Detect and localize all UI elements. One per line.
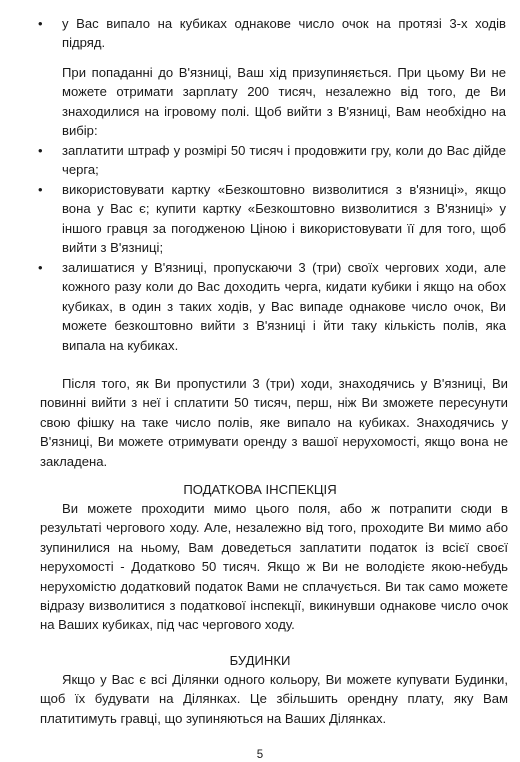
after-jail-paragraph: Після того, як Ви пропустили 3 (три) ходи, знаходячись у В'язниці, Ви повинні вийти з неї і сплатити 50 тисяч, перш, ніж Ви зможете пересунути свою фішку на таке число полів, яке випало на кубиках. Знаходячись у В'язниці, Ви можете отримувати оренду з вашої нерухомості, якщо вона не закладена. <box>40 376 508 469</box>
bullet-marker: • <box>38 182 43 197</box>
section-heading-tax: ПОДАТКОВА ІНСПЕКЦІЯ <box>183 482 337 497</box>
houses-section-paragraph: Якщо у Вас є всі Ділянки одного кольору, Ви можете купувати Будинки, щоб їх будувати на Ділянках. Це збільшить орендну плату, яку Вам платитимуть гравці, що зупиняються на Ваших Ділянках. <box>40 672 508 726</box>
jail-rules-paragraph: При попаданні до В'язниці, Ваш хід призупиняється. При цьому Ви не можете отримати зарплату 200 тисяч, незалежно від того, де Ви знаходилися на ігровому полі. Щоб вийти з В'язниці, Вам необхідно на вибір: <box>62 65 506 139</box>
list-item-stay-in-jail: залишатися у В'язниці, пропускаючи 3 (три) своїх чергових ходи, але кожного разу коли до Вас доходить черга, кидати кубики і якщо на обох кубиках, в один з таких ходів, у Вас випаде однакове число очок, Ви можете безкоштовно вийти з В'язниці і йти таку кількість полів, яка випала на кубиках. <box>62 260 506 353</box>
page-number: 5 <box>256 749 264 761</box>
bullet-marker: • <box>38 16 43 31</box>
list-item-pay-fine: заплатити штраф у розмірі 50 тисяч і продовжити гру, коли до Вас дійде черга; <box>62 143 506 178</box>
bullet-marker: • <box>38 143 43 158</box>
tax-section-paragraph: Ви можете проходити мимо цього поля, або ж потрапити сюди в результаті чергового ходу. Але, незалежно від того, проходите Ви мимо або зупинилися на ньому, Вам доведеться заплатити податок із всієї своєї нерухомості - Додатково 50 тисяч. Якщо ж Ви не володієте якою-небудь нерухомістю додатковий податок Вами не сплачується. Ви так само можете відразу визволитися з податкової інспекції, викинувши однакове число очок на Ваших кубиках, під час чергового ходу. <box>40 501 508 633</box>
list-item-triple-doubles: у Вас випало на кубиках однакове число очок на протязі 3-х ходів підряд. <box>62 16 506 51</box>
list-item-use-card: використовувати картку «Безкоштовно визволитися з в'язниці», якщо вона у Вас є; купити картку «Безкоштовно визволитися з В'язниці» у іншого гравця за погодженою Ціною і використовувати її для того, щоб вийти з В'язниці; <box>62 182 506 256</box>
bullet-marker: • <box>38 260 43 275</box>
section-heading-houses: БУДИНКИ <box>229 653 291 668</box>
